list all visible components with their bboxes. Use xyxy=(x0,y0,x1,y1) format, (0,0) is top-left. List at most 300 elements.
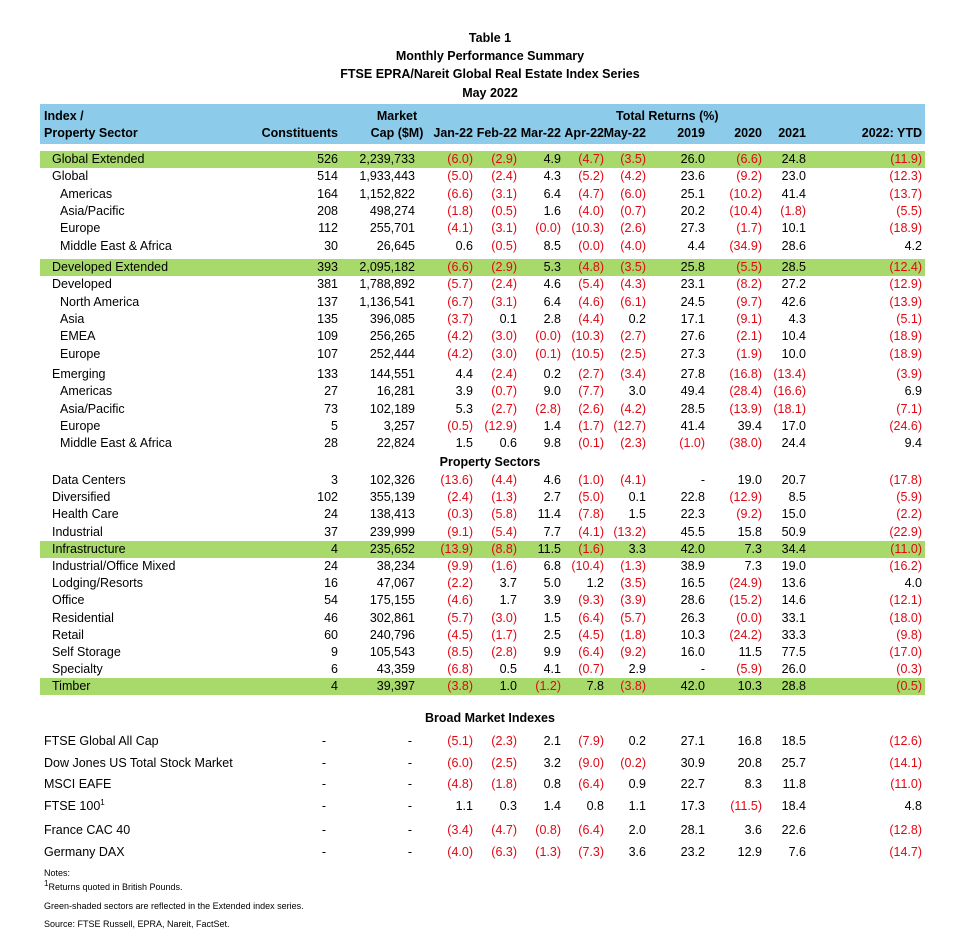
table-row xyxy=(40,151,925,168)
table-row xyxy=(40,346,925,363)
return-cell: (4.4) xyxy=(578,311,604,326)
return-cell: 27.1 xyxy=(680,734,705,748)
return-cell: 11.8 xyxy=(782,777,806,791)
table-row xyxy=(40,541,925,558)
return-cell: (9.2) xyxy=(736,169,762,184)
notes-label: Notes: xyxy=(44,868,71,878)
table-row xyxy=(40,203,925,220)
return-cell: (3.0) xyxy=(491,346,517,361)
constituents-cell: - xyxy=(321,823,326,837)
constituents-cell: 46 xyxy=(324,610,338,625)
return-cell: (4.7) xyxy=(578,152,604,166)
table-row xyxy=(40,168,925,185)
return-cell: (1.8) xyxy=(447,203,473,218)
return-cell: 0.1 xyxy=(628,490,646,505)
row-name xyxy=(60,383,112,400)
return-cell: 18.5 xyxy=(781,734,806,748)
return-cell: (9.9) xyxy=(447,559,473,573)
return-cell: 3.7 xyxy=(499,576,517,591)
return-cell: 23.0 xyxy=(781,169,806,184)
return-cell: (0.1) xyxy=(578,436,604,451)
return-cell: 7.3 xyxy=(744,559,762,573)
return-cell: (4.0) xyxy=(447,845,473,859)
header-index: Index / xyxy=(44,109,84,123)
row-name xyxy=(60,346,100,363)
return-cell: (1.7) xyxy=(578,418,604,433)
return-cell: (3.5) xyxy=(620,260,646,274)
return-cell: 7.8 xyxy=(586,679,604,694)
return-cell: (13.9) xyxy=(729,401,762,416)
return-cell: (24.2) xyxy=(729,627,762,642)
return-cell: (12.1) xyxy=(889,593,922,608)
return-cell: (10.5) xyxy=(571,346,604,361)
return-cell: 77.5 xyxy=(781,645,806,659)
return-cell: 25.7 xyxy=(781,756,806,770)
return-cell: (18.1) xyxy=(773,401,806,416)
constituents-cell: 133 xyxy=(317,367,338,381)
constituents-cell: 73 xyxy=(324,401,338,416)
return-cell: (2.2) xyxy=(896,507,922,522)
row-name-text: Middle East & Africa xyxy=(60,436,172,451)
market-cap-cell: 26,645 xyxy=(376,238,415,253)
return-cell: (12.9) xyxy=(889,277,922,292)
row-name-text: Residential xyxy=(52,610,114,625)
row-name xyxy=(52,592,84,609)
return-cell: 50.9 xyxy=(781,524,806,539)
return-cell: 23.2 xyxy=(680,845,705,859)
return-cell: 28.6 xyxy=(680,593,705,608)
row-name-text: Lodging/Resorts xyxy=(52,576,144,591)
return-cell: (7.9) xyxy=(578,734,604,748)
return-cell: 1.6 xyxy=(543,203,561,218)
return-cell: (8.2) xyxy=(736,277,762,292)
row-name xyxy=(60,203,125,220)
return-cell: 20.8 xyxy=(737,756,762,770)
row-name-text: Developed Extended xyxy=(52,260,169,274)
return-cell: (4.8) xyxy=(578,260,604,274)
table-row xyxy=(40,383,925,400)
return-cell: (6.0) xyxy=(447,756,473,770)
table-row xyxy=(40,489,925,506)
return-cell: (16.2) xyxy=(889,559,922,573)
table-row xyxy=(40,575,925,592)
row-name xyxy=(44,776,111,793)
header-period: Jan-22 xyxy=(433,126,473,140)
return-cell: (4.0) xyxy=(620,238,646,253)
return-cell: (3.1) xyxy=(491,221,517,236)
return-cell: 0.9 xyxy=(628,777,646,791)
row-name-text: Infrastructure xyxy=(52,541,126,556)
table-subtitle: FTSE EPRA/Nareit Global Real Estate Index Series xyxy=(340,67,640,81)
table-row xyxy=(40,644,925,661)
return-cell: 3.6 xyxy=(628,845,646,859)
note-1 xyxy=(44,879,183,893)
return-cell: (1.8) xyxy=(780,203,806,218)
return-cell: (0.7) xyxy=(578,662,604,677)
return-cell: (2.8) xyxy=(491,645,517,659)
return-cell: 0.3 xyxy=(499,799,517,813)
constituents-cell: 37 xyxy=(324,524,338,539)
row-name xyxy=(44,798,105,815)
row-name-text: Asia/Pacific xyxy=(60,401,125,416)
return-cell: 18.4 xyxy=(781,799,806,813)
return-cell: 34.4 xyxy=(781,541,806,556)
row-name-text: Specialty xyxy=(52,662,103,677)
return-cell: (2.7) xyxy=(620,329,646,344)
return-cell: (10.4) xyxy=(729,203,762,218)
row-name-text: Americas xyxy=(60,384,113,399)
return-cell: (13.6) xyxy=(440,473,473,487)
return-cell: (1.0) xyxy=(578,473,604,487)
return-cell: 45.5 xyxy=(680,524,705,539)
market-cap-cell: 3,257 xyxy=(383,418,415,433)
return-cell: (2.4) xyxy=(491,367,517,381)
row-name-text: Industrial/Office Mixed xyxy=(52,559,176,573)
return-cell: (38.0) xyxy=(729,436,762,451)
constituents-cell: 164 xyxy=(317,186,338,201)
return-cell: (4.8) xyxy=(447,777,473,791)
return-cell: (4.1) xyxy=(578,524,604,539)
return-cell: (16.6) xyxy=(773,384,806,399)
return-cell: (12.7) xyxy=(613,418,646,433)
row-name-text: Diversified xyxy=(52,490,111,505)
return-cell: 19.0 xyxy=(781,559,806,573)
return-cell: 42.6 xyxy=(781,294,806,309)
row-name-text: Health Care xyxy=(52,507,119,522)
row-name xyxy=(60,311,84,328)
return-cell: (6.4) xyxy=(578,823,604,837)
return-cell: (2.6) xyxy=(578,401,604,416)
row-name xyxy=(52,678,90,695)
return-cell: 27.6 xyxy=(680,329,705,344)
constituents-cell: 16 xyxy=(324,576,338,591)
return-cell: (10.3) xyxy=(571,329,604,344)
return-cell: (5.2) xyxy=(578,169,604,184)
return-cell: (5.7) xyxy=(620,610,646,625)
return-cell: 17.3 xyxy=(680,799,705,813)
constituents-cell: 30 xyxy=(324,238,338,253)
return-cell: (2.6) xyxy=(620,221,646,236)
return-cell: (6.6) xyxy=(447,260,473,274)
return-cell: (9.2) xyxy=(620,645,646,659)
return-cell: (3.8) xyxy=(447,679,473,694)
header-market: Market xyxy=(376,109,418,123)
return-cell: 28.6 xyxy=(781,238,806,253)
return-cell: 28.8 xyxy=(781,679,806,694)
return-cell: 16.0 xyxy=(680,645,705,659)
return-cell: (7.1) xyxy=(896,401,922,416)
return-cell: (6.0) xyxy=(620,186,646,201)
return-cell: 2.7 xyxy=(543,490,561,505)
return-cell: (6.6) xyxy=(736,152,762,166)
return-cell: (1.7) xyxy=(736,221,762,236)
return-cell: (24.6) xyxy=(889,418,922,433)
return-cell: 27.2 xyxy=(781,277,806,292)
return-cell: 17.0 xyxy=(781,418,806,433)
return-cell: 4.6 xyxy=(543,473,561,487)
return-cell: 10.3 xyxy=(680,627,705,642)
row-name-text: France CAC 40 xyxy=(44,823,131,837)
return-cell: 26.3 xyxy=(680,610,705,625)
return-cell: (12.8) xyxy=(889,823,922,837)
return-cell: (4.0) xyxy=(578,203,604,218)
return-cell: (3.5) xyxy=(620,576,646,591)
row-name-text: Global Extended xyxy=(52,152,145,166)
note-1-text: Returns quoted in British Pounds. xyxy=(48,882,183,892)
return-cell: (6.4) xyxy=(578,777,604,791)
constituents-cell: 381 xyxy=(317,277,338,292)
table-row xyxy=(40,610,925,627)
return-cell: (2.3) xyxy=(620,436,646,451)
return-cell: 17.1 xyxy=(680,311,705,326)
return-cell: 7.7 xyxy=(543,524,561,539)
row-name xyxy=(52,627,84,644)
constituents-cell: 6 xyxy=(331,662,338,677)
row-name xyxy=(52,276,112,293)
return-cell: 4.9 xyxy=(543,152,561,166)
note-1-marker: 1 xyxy=(44,879,49,888)
market-cap-cell: 2,239,733 xyxy=(359,152,415,166)
return-cell: 1.0 xyxy=(499,679,517,694)
return-cell: (13.9) xyxy=(889,294,922,309)
row-name xyxy=(52,524,103,541)
return-cell: 28.5 xyxy=(781,260,806,274)
return-cell: (13.2) xyxy=(613,524,646,539)
return-cell: (2.5) xyxy=(620,346,646,361)
broad-market-row xyxy=(40,798,925,815)
return-cell: 9.0 xyxy=(543,384,561,399)
constituents-cell: 5 xyxy=(331,418,338,433)
return-cell: (1.7) xyxy=(491,627,517,642)
return-cell: (0.3) xyxy=(896,662,922,677)
return-cell: 30.9 xyxy=(680,756,705,770)
broad-market-row xyxy=(40,822,925,839)
market-cap-cell: 239,999 xyxy=(369,524,415,539)
return-cell: (9.3) xyxy=(578,593,604,608)
header-period: 2020 xyxy=(734,126,762,140)
row-name xyxy=(44,822,130,839)
return-cell: 7.6 xyxy=(788,845,806,859)
return-cell: (9.0) xyxy=(578,756,604,770)
header-market-cap: Cap ($M) xyxy=(370,126,424,140)
broad-market-row xyxy=(40,733,925,750)
table-date: May 2022 xyxy=(462,86,518,100)
broad-market-row xyxy=(40,755,925,772)
return-cell: (4.3) xyxy=(620,277,646,292)
return-cell: (4.6) xyxy=(578,294,604,309)
return-cell: (3.0) xyxy=(491,610,517,625)
return-cell: 13.6 xyxy=(781,576,806,591)
return-cell: (4.5) xyxy=(578,627,604,642)
row-name-text: Europe xyxy=(60,221,101,236)
return-cell: 19.0 xyxy=(737,473,762,487)
table-row xyxy=(40,328,925,345)
return-cell: 2.5 xyxy=(543,627,561,642)
return-cell: (2.8) xyxy=(535,401,561,416)
return-cell: 0.6 xyxy=(499,436,517,451)
return-cell: 2.1 xyxy=(543,734,561,748)
return-cell: 4.3 xyxy=(788,311,806,326)
return-cell: 1.1 xyxy=(455,799,473,813)
market-cap-cell: 498,274 xyxy=(369,203,415,218)
return-cell: 4.4 xyxy=(687,238,705,253)
table-header xyxy=(40,104,925,144)
return-cell: (3.9) xyxy=(896,367,922,381)
return-cell: 33.3 xyxy=(781,627,806,642)
return-cell: (13.9) xyxy=(440,541,473,556)
market-cap-cell: - xyxy=(407,799,412,813)
row-name-text: Europe xyxy=(60,346,101,361)
return-cell: (0.8) xyxy=(535,823,561,837)
return-cell: 4.0 xyxy=(904,576,922,591)
constituents-cell: 208 xyxy=(317,203,338,218)
return-cell: (4.7) xyxy=(578,186,604,201)
header-property-sector: Property Sector xyxy=(44,126,138,140)
row-name xyxy=(52,259,168,276)
market-cap-cell: 138,413 xyxy=(369,507,415,522)
return-cell: (0.2) xyxy=(620,756,646,770)
table-row xyxy=(40,627,925,644)
row-name-text: North America xyxy=(60,294,140,309)
row-name xyxy=(60,435,172,452)
return-cell: 3.0 xyxy=(628,384,646,399)
return-cell: (6.8) xyxy=(447,662,473,677)
row-name xyxy=(60,294,139,311)
return-cell: 4.2 xyxy=(904,238,922,253)
return-cell: 9.8 xyxy=(543,436,561,451)
return-cell: (4.4) xyxy=(491,473,517,487)
table-row xyxy=(40,276,925,293)
return-cell: (4.7) xyxy=(491,823,517,837)
row-name-text: FTSE 100 xyxy=(44,799,101,813)
constituents-cell: 3 xyxy=(331,473,338,487)
return-cell: 14.6 xyxy=(781,593,806,608)
return-cell: 1.5 xyxy=(628,507,646,522)
market-cap-cell: - xyxy=(407,734,412,748)
constituents-cell: 24 xyxy=(324,507,338,522)
row-name-text: Timber xyxy=(52,679,91,694)
footnote-marker: 1 xyxy=(100,797,105,807)
return-cell: (1.8) xyxy=(620,627,646,642)
return-cell: (0.0) xyxy=(535,221,561,236)
return-cell: (11.5) xyxy=(730,799,762,813)
market-cap-cell: 39,397 xyxy=(376,679,415,694)
constituents-cell: 393 xyxy=(317,260,338,274)
market-cap-cell: - xyxy=(407,777,412,791)
table-number: Table 1 xyxy=(468,31,512,45)
table-row xyxy=(40,524,925,541)
return-cell: (1.3) xyxy=(620,559,646,573)
market-cap-cell: 256,265 xyxy=(369,329,415,344)
table-row xyxy=(40,366,925,383)
header-period: Feb-22 xyxy=(476,126,517,140)
return-cell: (5.1) xyxy=(447,734,473,748)
return-cell: 33.1 xyxy=(781,610,806,625)
return-cell: 27.3 xyxy=(680,346,705,361)
return-cell: (4.6) xyxy=(447,593,473,608)
row-name-text: Retail xyxy=(52,627,84,642)
return-cell: 6.8 xyxy=(543,559,561,573)
return-cell: 4.4 xyxy=(455,367,473,381)
return-cell: (18.9) xyxy=(889,221,922,236)
return-cell: (0.1) xyxy=(535,346,561,361)
table-row xyxy=(40,259,925,276)
return-cell: 22.8 xyxy=(680,490,705,505)
market-cap-cell: 102,189 xyxy=(369,401,415,416)
return-cell: (24.9) xyxy=(729,576,762,591)
return-cell: (2.2) xyxy=(447,576,473,591)
return-cell: (11.9) xyxy=(890,152,922,166)
row-name-text: Industrial xyxy=(52,524,103,539)
constituents-cell: - xyxy=(321,799,326,813)
return-cell: 27.8 xyxy=(680,367,705,381)
return-cell: (11.0) xyxy=(890,777,922,791)
return-cell: (14.7) xyxy=(889,845,922,859)
return-cell: (4.2) xyxy=(447,329,473,344)
market-cap-cell: 252,444 xyxy=(369,346,415,361)
return-cell: (2.4) xyxy=(491,169,517,184)
return-cell: 0.2 xyxy=(628,311,646,326)
row-name xyxy=(44,844,125,861)
return-cell: (5.9) xyxy=(736,662,762,677)
return-cell: 38.9 xyxy=(680,559,705,573)
row-name-text: Europe xyxy=(60,418,101,433)
return-cell: 1.2 xyxy=(586,576,604,591)
market-cap-cell: 1,933,443 xyxy=(359,169,415,184)
return-cell: (5.0) xyxy=(447,169,473,184)
return-cell: 27.3 xyxy=(680,221,705,236)
return-cell: (0.0) xyxy=(578,238,604,253)
return-cell: (5.1) xyxy=(896,311,922,326)
property-sectors-heading: Property Sectors xyxy=(439,455,541,469)
return-cell: 0.8 xyxy=(586,799,604,813)
row-name-text: Middle East & Africa xyxy=(60,238,172,253)
constituents-cell: 28 xyxy=(324,436,338,451)
return-cell: 0.6 xyxy=(455,238,473,253)
return-cell: (22.9) xyxy=(889,524,922,539)
return-cell: (2.1) xyxy=(736,329,762,344)
return-cell: (6.4) xyxy=(578,645,604,659)
header-period: 2019 xyxy=(677,126,705,140)
return-cell: (18.0) xyxy=(889,610,922,625)
row-name xyxy=(52,489,110,506)
return-cell: (5.0) xyxy=(578,490,604,505)
return-cell: 2.8 xyxy=(543,311,561,326)
return-cell: 1.1 xyxy=(628,799,646,813)
return-cell: 0.2 xyxy=(543,367,561,381)
return-cell: 5.3 xyxy=(543,260,561,274)
return-cell: 20.2 xyxy=(680,203,705,218)
return-cell: (6.3) xyxy=(491,845,517,859)
return-cell: (4.1) xyxy=(620,473,646,487)
table-row xyxy=(40,435,925,452)
return-cell: 6.9 xyxy=(904,384,922,399)
market-cap-cell: 1,152,822 xyxy=(359,186,415,201)
return-cell: 3.3 xyxy=(628,541,646,556)
row-name xyxy=(52,661,103,678)
broad-market-heading: Broad Market Indexes xyxy=(425,711,555,725)
return-cell: 3.6 xyxy=(744,823,762,837)
return-cell: 24.5 xyxy=(680,294,705,309)
row-name xyxy=(44,755,233,772)
return-cell: (1.0) xyxy=(679,436,705,451)
table-row xyxy=(40,220,925,237)
broad-market-row xyxy=(40,776,925,793)
return-cell: 26.0 xyxy=(781,662,806,677)
return-cell: (5.7) xyxy=(447,610,473,625)
return-cell: (34.9) xyxy=(729,238,762,253)
row-name-text: Data Centers xyxy=(52,473,126,487)
